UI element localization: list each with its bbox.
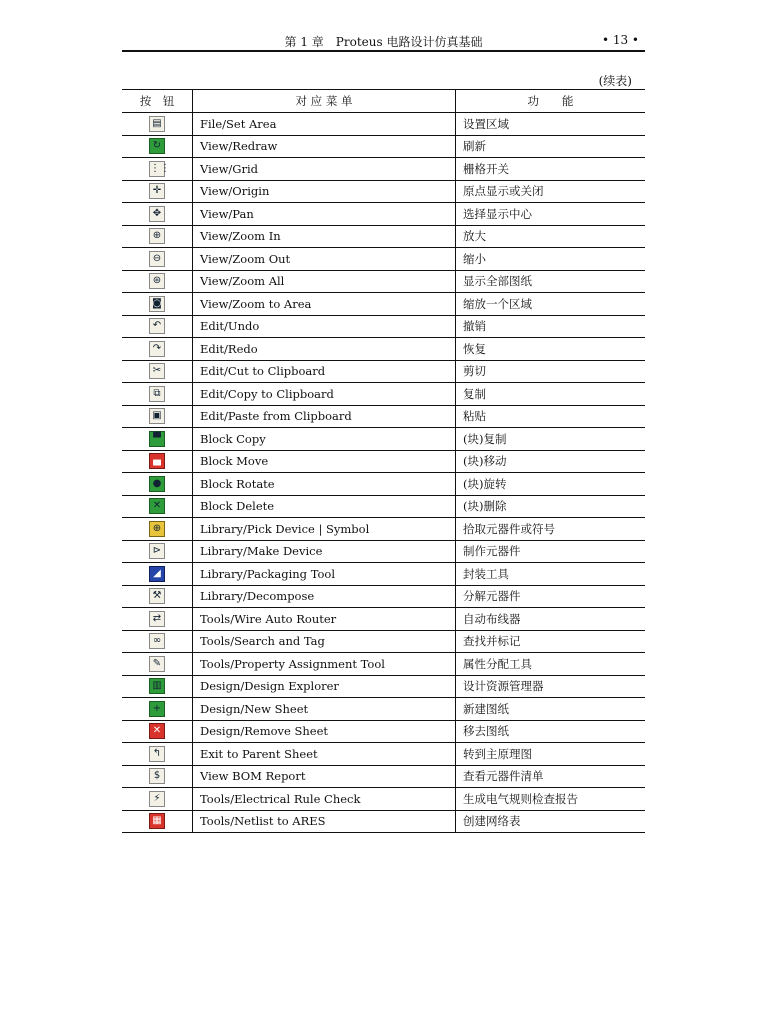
block-delete-icon: ✕ bbox=[149, 498, 165, 514]
button-cell bbox=[122, 113, 193, 136]
function-cell: 属性分配工具 bbox=[456, 653, 646, 676]
button-cell bbox=[122, 540, 193, 563]
button-cell bbox=[122, 158, 193, 181]
button-cell bbox=[122, 743, 193, 766]
header-menu: 对 应 菜 单 bbox=[193, 90, 456, 113]
menu-cell: Edit/Paste from Clipboard bbox=[193, 405, 456, 428]
button-cell bbox=[122, 270, 193, 293]
redo-icon: ↷ bbox=[149, 341, 165, 357]
button-cell bbox=[122, 810, 193, 833]
table-row bbox=[122, 653, 645, 676]
table-row bbox=[122, 765, 645, 788]
button-cell bbox=[122, 563, 193, 586]
erc-icon: ⚡ bbox=[149, 791, 165, 807]
button-cell bbox=[122, 585, 193, 608]
menu-cell: Tools/Netlist to ARES bbox=[193, 810, 456, 833]
function-cell: 粘贴 bbox=[456, 405, 646, 428]
menu-cell: Tools/Electrical Rule Check bbox=[193, 788, 456, 811]
zoom-out-icon: ⊖ bbox=[149, 251, 165, 267]
table-row bbox=[122, 743, 645, 766]
function-cell: 转到主原理图 bbox=[456, 743, 646, 766]
table-row bbox=[122, 383, 645, 406]
menu-cell: Exit to Parent Sheet bbox=[193, 743, 456, 766]
function-cell: 移去图纸 bbox=[456, 720, 646, 743]
undo-icon: ↶ bbox=[149, 318, 165, 334]
function-cell: 生成电气规则检查报告 bbox=[456, 788, 646, 811]
table-row bbox=[122, 113, 645, 136]
menu-cell: Tools/Property Assignment Tool bbox=[193, 653, 456, 676]
menu-cell: View BOM Report bbox=[193, 765, 456, 788]
continued-label: (续表) bbox=[598, 74, 632, 88]
table-row bbox=[122, 608, 645, 631]
zoom-area-icon: ◙ bbox=[149, 296, 165, 312]
menu-cell: View/Zoom In bbox=[193, 225, 456, 248]
table-row bbox=[122, 518, 645, 541]
zoom-all-icon: ⊛ bbox=[149, 273, 165, 289]
function-cell: 复制 bbox=[456, 383, 646, 406]
table-row bbox=[122, 180, 645, 203]
function-cell: 恢复 bbox=[456, 338, 646, 361]
button-cell bbox=[122, 383, 193, 406]
menu-cell: Block Move bbox=[193, 450, 456, 473]
remove-sheet-icon: ✕ bbox=[149, 723, 165, 739]
function-cell: 剪切 bbox=[456, 360, 646, 383]
netlist-ares-icon: ▦ bbox=[149, 813, 165, 829]
exit-parent-icon: ↰ bbox=[149, 746, 165, 762]
menu-cell: View/Origin bbox=[193, 180, 456, 203]
table-row bbox=[122, 293, 645, 316]
button-cell bbox=[122, 698, 193, 721]
bom-report-icon: $ bbox=[149, 768, 165, 784]
menu-cell: View/Zoom All bbox=[193, 270, 456, 293]
button-cell bbox=[122, 473, 193, 496]
menu-cell: Design/Design Explorer bbox=[193, 675, 456, 698]
menu-cell: Design/New Sheet bbox=[193, 698, 456, 721]
menu-cell: Tools/Search and Tag bbox=[193, 630, 456, 653]
button-cell bbox=[122, 315, 193, 338]
wire-auto-router-icon: ⇄ bbox=[149, 611, 165, 627]
table-header-row bbox=[122, 90, 645, 113]
page-header bbox=[122, 30, 645, 52]
table-row bbox=[122, 810, 645, 833]
button-cell bbox=[122, 203, 193, 226]
button-cell bbox=[122, 428, 193, 451]
function-cell: 放大 bbox=[456, 225, 646, 248]
button-cell bbox=[122, 765, 193, 788]
new-sheet-icon: + bbox=[149, 701, 165, 717]
menu-cell: Edit/Redo bbox=[193, 338, 456, 361]
button-cell bbox=[122, 180, 193, 203]
decompose-icon: ⚒ bbox=[149, 588, 165, 604]
grid-icon: ⋮⋮ bbox=[149, 161, 165, 177]
function-cell: 拾取元器件或符号 bbox=[456, 518, 646, 541]
button-cell bbox=[122, 608, 193, 631]
function-cell: (块)复制 bbox=[456, 428, 646, 451]
menu-cell: File/Set Area bbox=[193, 113, 456, 136]
table-row bbox=[122, 270, 645, 293]
function-cell: 设置区域 bbox=[456, 113, 646, 136]
menu-cell: View/Zoom to Area bbox=[193, 293, 456, 316]
block-copy-icon: ▀ bbox=[149, 431, 165, 447]
table-row bbox=[122, 405, 645, 428]
redraw-icon: ↻ bbox=[149, 138, 165, 154]
function-cell: 分解元器件 bbox=[456, 585, 646, 608]
menu-cell: View/Grid bbox=[193, 158, 456, 181]
function-cell: 缩小 bbox=[456, 248, 646, 271]
function-cell: 撤销 bbox=[456, 315, 646, 338]
search-tag-icon: ∞ bbox=[149, 633, 165, 649]
button-cell bbox=[122, 405, 193, 428]
menu-cell: Edit/Undo bbox=[193, 315, 456, 338]
function-cell: 查找并标记 bbox=[456, 630, 646, 653]
table-row bbox=[122, 248, 645, 271]
button-cell bbox=[122, 338, 193, 361]
button-cell bbox=[122, 225, 193, 248]
menu-cell: Library/Make Device bbox=[193, 540, 456, 563]
menu-cell: Design/Remove Sheet bbox=[193, 720, 456, 743]
menu-cell: Library/Pick Device | Symbol bbox=[193, 518, 456, 541]
function-cell: (块)删除 bbox=[456, 495, 646, 518]
block-rotate-icon: ● bbox=[149, 476, 165, 492]
table-row bbox=[122, 473, 645, 496]
button-cell bbox=[122, 788, 193, 811]
menu-cell: View/Zoom Out bbox=[193, 248, 456, 271]
table-row bbox=[122, 428, 645, 451]
function-cell: (块)旋转 bbox=[456, 473, 646, 496]
table-row bbox=[122, 158, 645, 181]
menu-cell: View/Redraw bbox=[193, 135, 456, 158]
button-cell bbox=[122, 518, 193, 541]
table-row bbox=[122, 698, 645, 721]
design-explorer-icon: ▥ bbox=[149, 678, 165, 694]
file-set-area-icon: ▤ bbox=[149, 116, 165, 132]
button-cell bbox=[122, 135, 193, 158]
table-row bbox=[122, 675, 645, 698]
button-cell bbox=[122, 450, 193, 473]
pick-device-icon: ⊕ bbox=[149, 521, 165, 537]
header-button: 按 钮 bbox=[122, 90, 193, 113]
table-row bbox=[122, 788, 645, 811]
menu-cell: Tools/Wire Auto Router bbox=[193, 608, 456, 631]
button-cell bbox=[122, 248, 193, 271]
toolbar-table bbox=[122, 89, 645, 833]
block-move-icon: ▄ bbox=[149, 453, 165, 469]
function-cell: 显示全部图纸 bbox=[456, 270, 646, 293]
button-cell bbox=[122, 495, 193, 518]
button-cell bbox=[122, 720, 193, 743]
table-row bbox=[122, 450, 645, 473]
menu-cell: Block Copy bbox=[193, 428, 456, 451]
table-row bbox=[122, 585, 645, 608]
function-cell: (块)移动 bbox=[456, 450, 646, 473]
function-cell: 制作元器件 bbox=[456, 540, 646, 563]
header-function: 功 能 bbox=[456, 90, 646, 113]
function-cell: 封装工具 bbox=[456, 563, 646, 586]
table-row bbox=[122, 540, 645, 563]
button-cell bbox=[122, 675, 193, 698]
make-device-icon: ⊳ bbox=[149, 543, 165, 559]
button-cell bbox=[122, 653, 193, 676]
button-cell bbox=[122, 360, 193, 383]
zoom-in-icon: ⊕ bbox=[149, 228, 165, 244]
function-cell: 自动布线器 bbox=[456, 608, 646, 631]
table-row bbox=[122, 315, 645, 338]
function-cell: 选择显示中心 bbox=[456, 203, 646, 226]
table-row bbox=[122, 630, 645, 653]
paste-icon: ▣ bbox=[149, 408, 165, 424]
table-row bbox=[122, 135, 645, 158]
table-row bbox=[122, 563, 645, 586]
table-row bbox=[122, 338, 645, 361]
function-cell: 栅格开关 bbox=[456, 158, 646, 181]
table-row bbox=[122, 720, 645, 743]
function-cell: 查看元器件清单 bbox=[456, 765, 646, 788]
menu-cell: View/Pan bbox=[193, 203, 456, 226]
function-cell: 新建图纸 bbox=[456, 698, 646, 721]
menu-cell: Library/Packaging Tool bbox=[193, 563, 456, 586]
function-cell: 创建网络表 bbox=[456, 810, 646, 833]
function-cell: 刷新 bbox=[456, 135, 646, 158]
copy-icon: ⧉ bbox=[149, 386, 165, 402]
menu-cell: Block Delete bbox=[193, 495, 456, 518]
packaging-tool-icon: ◢ bbox=[149, 566, 165, 582]
menu-cell: Block Rotate bbox=[193, 473, 456, 496]
cut-icon: ✂ bbox=[149, 363, 165, 379]
origin-icon: ✛ bbox=[149, 183, 165, 199]
table-row bbox=[122, 360, 645, 383]
pan-icon: ✥ bbox=[149, 206, 165, 222]
menu-cell: Library/Decompose bbox=[193, 585, 456, 608]
menu-cell: Edit/Copy to Clipboard bbox=[193, 383, 456, 406]
button-cell bbox=[122, 630, 193, 653]
page-number: • 13 • bbox=[601, 33, 639, 47]
chapter-title: 第 1 章 Proteus 电路设计仿真基础 bbox=[284, 35, 483, 49]
table-row bbox=[122, 225, 645, 248]
button-cell bbox=[122, 293, 193, 316]
function-cell: 原点显示或关闭 bbox=[456, 180, 646, 203]
property-assignment-icon: ✎ bbox=[149, 656, 165, 672]
function-cell: 设计资源管理器 bbox=[456, 675, 646, 698]
menu-cell: Edit/Cut to Clipboard bbox=[193, 360, 456, 383]
function-cell: 缩放一个区域 bbox=[456, 293, 646, 316]
table-row bbox=[122, 203, 645, 226]
table-row bbox=[122, 495, 645, 518]
